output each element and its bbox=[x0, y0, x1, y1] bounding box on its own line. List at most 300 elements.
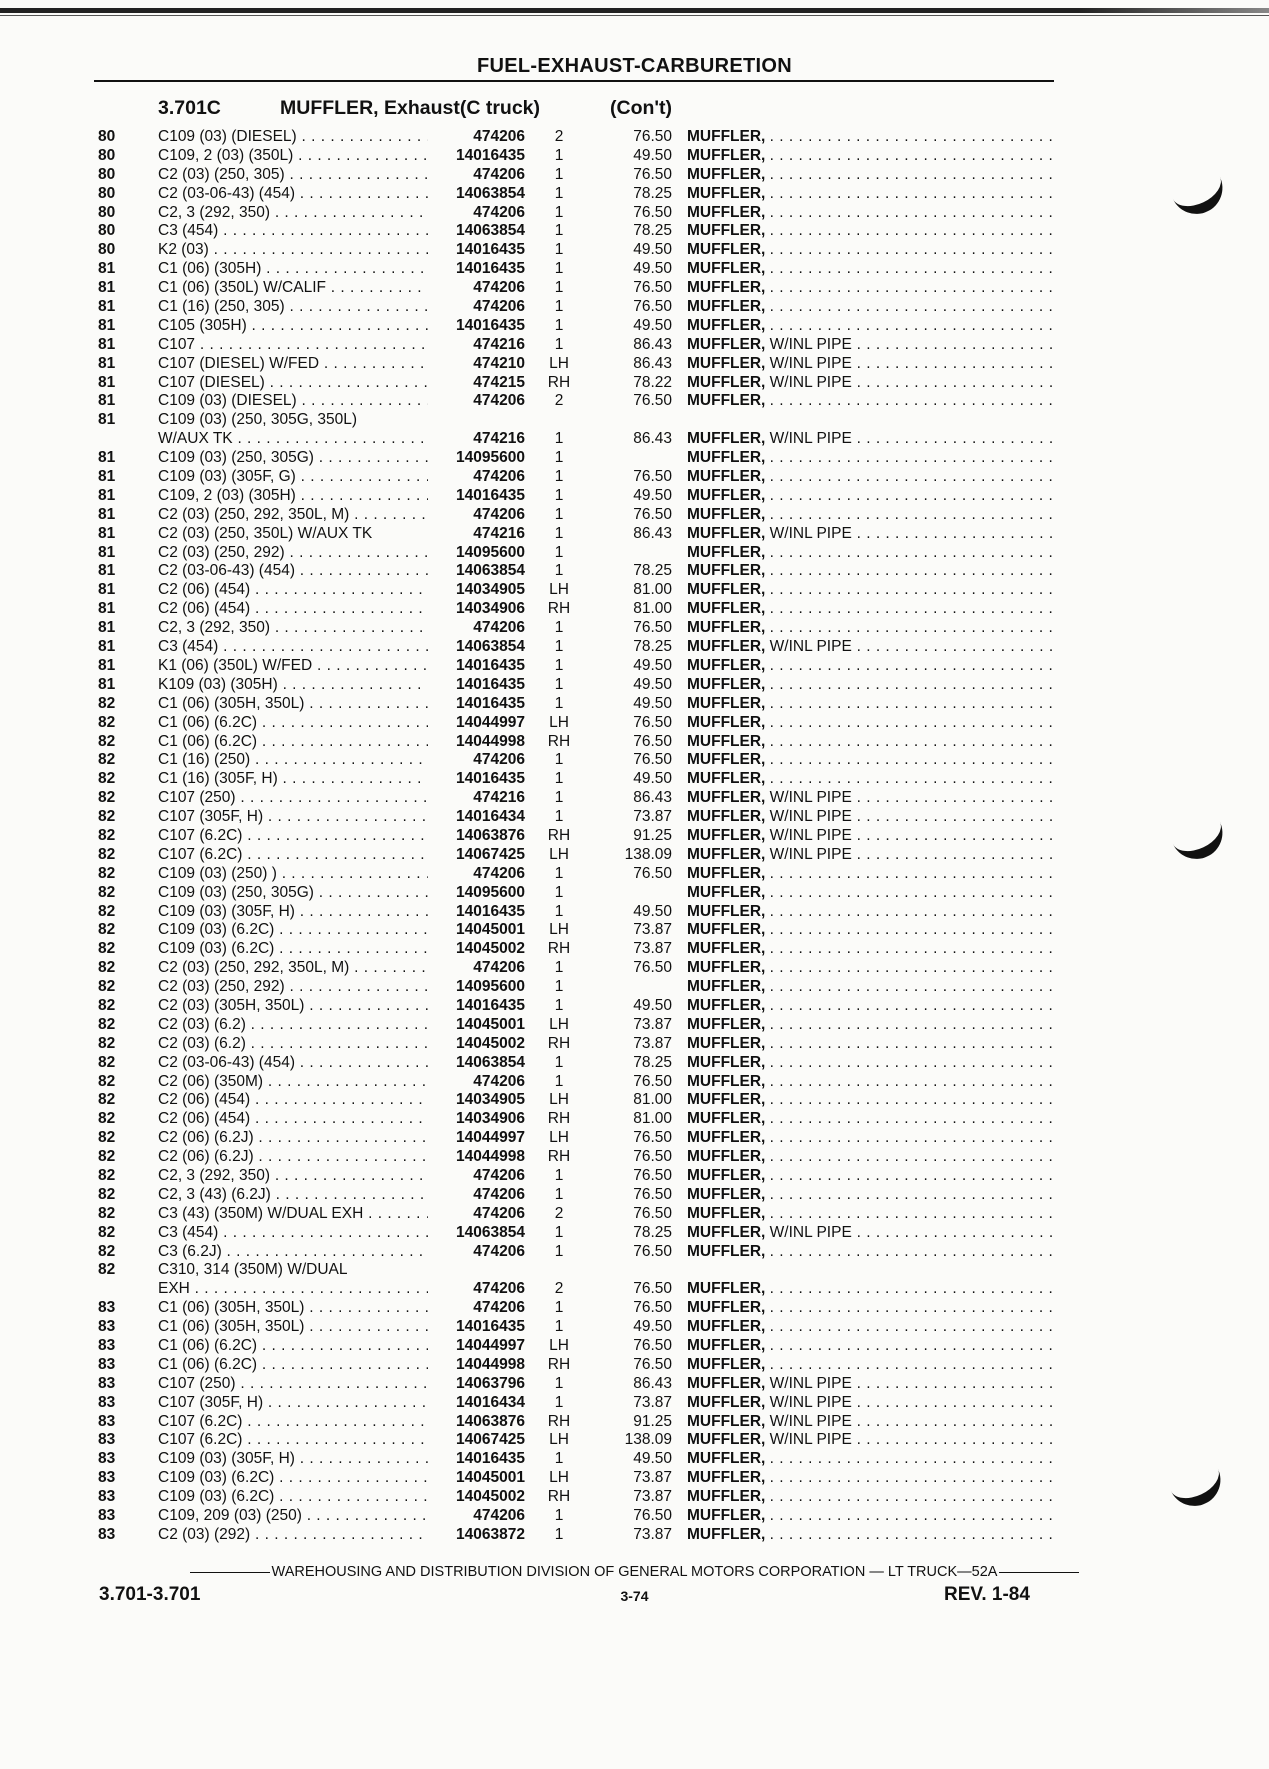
part-name-extra: W/INL PIPE bbox=[769, 845, 852, 863]
leader-dots bbox=[770, 1280, 1052, 1297]
part-name bbox=[687, 1469, 1052, 1488]
part-name bbox=[687, 392, 1052, 411]
application-desc: C3 (43) (350M) W/DUAL EXH . . . bbox=[158, 1205, 428, 1224]
part-name bbox=[687, 1073, 1052, 1092]
table-row bbox=[0, 279, 1269, 298]
quantity: 1 bbox=[554, 165, 564, 183]
part-name bbox=[687, 166, 1052, 185]
table-row bbox=[0, 657, 1269, 676]
table-row bbox=[0, 1224, 1269, 1243]
part-name-main: MUFFLER, bbox=[687, 468, 766, 486]
part-name bbox=[687, 884, 1052, 903]
quantity: LH bbox=[549, 581, 569, 599]
leader-dots bbox=[770, 714, 1052, 731]
price: 138.09 bbox=[624, 845, 672, 863]
quantity: 1 bbox=[554, 694, 564, 712]
leader-dots bbox=[770, 884, 1052, 901]
part-number: 14095600 bbox=[456, 449, 525, 467]
quantity: 1 bbox=[554, 902, 564, 920]
group-number: 83 bbox=[98, 1507, 116, 1525]
leader-dots bbox=[852, 1224, 1052, 1241]
table-row bbox=[0, 808, 1269, 827]
price: 76.50 bbox=[633, 1072, 672, 1090]
quantity: 1 bbox=[554, 543, 564, 561]
price: 76.50 bbox=[633, 1299, 672, 1317]
group-number: 81 bbox=[98, 316, 116, 334]
leader-dots bbox=[770, 1035, 1052, 1052]
leader-dots bbox=[770, 903, 1052, 920]
part-number: 474206 bbox=[473, 1507, 525, 1525]
table-row bbox=[0, 449, 1269, 468]
part-number: 14044998 bbox=[456, 1148, 525, 1166]
part-name bbox=[687, 1526, 1052, 1545]
part-name bbox=[687, 808, 1052, 827]
table-row bbox=[0, 298, 1269, 317]
table-row bbox=[0, 1129, 1269, 1148]
part-name bbox=[687, 827, 1052, 846]
table-row bbox=[0, 1280, 1269, 1299]
application-desc: C2 (06) (454) . . . bbox=[158, 1091, 428, 1110]
leader-dots bbox=[770, 1129, 1052, 1146]
table-row bbox=[0, 1035, 1269, 1054]
quantity: RH bbox=[547, 732, 571, 750]
price: 76.50 bbox=[633, 203, 672, 221]
application-desc: C1 (06) (305H, 350L) . . . bbox=[158, 695, 428, 714]
footer-range: 3.701-3.701 bbox=[99, 1584, 201, 1605]
part-name bbox=[687, 1318, 1052, 1337]
part-name bbox=[687, 204, 1052, 223]
application-desc: C107 . . . bbox=[158, 336, 428, 355]
application-desc: C107 (6.2C) . . . bbox=[158, 827, 428, 846]
part-number: 474206 bbox=[473, 751, 525, 769]
leader-dots bbox=[770, 921, 1052, 938]
part-number: 14016435 bbox=[456, 241, 525, 259]
quantity: 1 bbox=[554, 619, 564, 637]
table-row bbox=[0, 1507, 1269, 1526]
part-name bbox=[687, 789, 1052, 808]
quantity: RH bbox=[547, 373, 571, 391]
application-desc: C2 (03) (250, 292, 350L, M) . . . bbox=[158, 959, 428, 978]
group-number: 82 bbox=[98, 864, 116, 882]
group-number: 83 bbox=[98, 1374, 116, 1392]
part-name bbox=[687, 1488, 1052, 1507]
group-number: 83 bbox=[98, 1355, 116, 1373]
part-name-main: MUFFLER, bbox=[687, 1355, 766, 1373]
part-name-main: MUFFLER, bbox=[687, 921, 766, 939]
part-name-main: MUFFLER, bbox=[687, 600, 766, 618]
group-number: 81 bbox=[98, 505, 116, 523]
price: 73.87 bbox=[633, 1469, 672, 1487]
group-number: 82 bbox=[98, 1053, 116, 1071]
part-number: 14095600 bbox=[456, 883, 525, 901]
price: 76.50 bbox=[633, 1204, 672, 1222]
application-desc: C2 (06) (6.2J) . . . bbox=[158, 1148, 428, 1167]
part-number: 14016435 bbox=[456, 996, 525, 1014]
leader-dots bbox=[852, 827, 1052, 844]
part-name-main: MUFFLER, bbox=[687, 316, 766, 334]
table-row bbox=[0, 1073, 1269, 1092]
part-number: 14034906 bbox=[456, 1110, 525, 1128]
application-desc: C107 (6.2C) . . . bbox=[158, 846, 428, 865]
table-row bbox=[0, 600, 1269, 619]
group-number: 81 bbox=[98, 619, 116, 637]
price: 86.43 bbox=[633, 1374, 672, 1392]
price: 76.50 bbox=[633, 751, 672, 769]
quantity: 1 bbox=[554, 335, 564, 353]
part-number: 14016434 bbox=[456, 808, 525, 826]
price: 81.00 bbox=[633, 1110, 672, 1128]
part-number: 14016435 bbox=[456, 146, 525, 164]
table-row bbox=[0, 544, 1269, 563]
quantity: 1 bbox=[554, 1393, 564, 1411]
leader-dots bbox=[852, 846, 1052, 863]
part-name bbox=[687, 1356, 1052, 1375]
table-row bbox=[0, 1016, 1269, 1035]
quantity: 1 bbox=[554, 996, 564, 1014]
table-row bbox=[0, 978, 1269, 997]
group-code: 3.701C bbox=[158, 97, 221, 119]
part-name-extra: W/INL PIPE bbox=[769, 354, 852, 372]
group-number: 81 bbox=[98, 468, 116, 486]
part-number: 14045002 bbox=[456, 940, 525, 958]
group-number: 82 bbox=[98, 996, 116, 1014]
quantity: 1 bbox=[554, 562, 564, 580]
price: 76.50 bbox=[633, 1355, 672, 1373]
part-name-main: MUFFLER, bbox=[687, 940, 766, 958]
revision-label: REV. 1-84 bbox=[944, 1584, 1030, 1605]
part-name-main: MUFFLER, bbox=[687, 335, 766, 353]
quantity: RH bbox=[547, 1488, 571, 1506]
part-number: 14063854 bbox=[456, 222, 525, 240]
part-name bbox=[687, 978, 1052, 997]
part-name-extra: W/INL PIPE bbox=[769, 335, 852, 353]
leader-dots bbox=[770, 959, 1052, 976]
part-number: 14063876 bbox=[456, 1412, 525, 1430]
part-name-main: MUFFLER, bbox=[687, 1280, 766, 1298]
part-name-main: MUFFLER, bbox=[687, 1488, 766, 1506]
price: 73.87 bbox=[633, 808, 672, 826]
table-row bbox=[0, 128, 1269, 147]
leader-dots bbox=[770, 1016, 1052, 1033]
leader-dots bbox=[770, 1318, 1052, 1335]
part-number: 14067425 bbox=[456, 1431, 525, 1449]
leader-dots bbox=[770, 1167, 1052, 1184]
quantity: 2 bbox=[554, 128, 564, 145]
quantity: 1 bbox=[554, 1450, 564, 1468]
part-name-main: MUFFLER, bbox=[687, 808, 766, 826]
group-number: 83 bbox=[98, 1318, 116, 1336]
part-name-main: MUFFLER, bbox=[687, 241, 766, 259]
quantity: RH bbox=[547, 1355, 571, 1373]
price: 73.87 bbox=[633, 1393, 672, 1411]
group-number: 82 bbox=[98, 959, 116, 977]
part-number: 14063796 bbox=[456, 1374, 525, 1392]
quantity: RH bbox=[547, 940, 571, 958]
group-number: 83 bbox=[98, 1469, 116, 1487]
price: 73.87 bbox=[633, 1488, 672, 1506]
part-name bbox=[687, 695, 1052, 714]
part-name-main: MUFFLER, bbox=[687, 505, 766, 523]
quantity: 1 bbox=[554, 1507, 564, 1525]
price: 86.43 bbox=[633, 789, 672, 807]
table-row bbox=[0, 336, 1269, 355]
leader-dots bbox=[770, 468, 1052, 485]
part-name-main: MUFFLER, bbox=[687, 996, 766, 1014]
group-number: 83 bbox=[98, 1393, 116, 1411]
part-name bbox=[687, 128, 1052, 147]
group-number: 83 bbox=[98, 1431, 116, 1449]
leader-dots bbox=[852, 336, 1052, 353]
part-name-main: MUFFLER, bbox=[687, 656, 766, 674]
group-number: 82 bbox=[98, 1223, 116, 1241]
quantity: 1 bbox=[554, 1374, 564, 1392]
table-row bbox=[0, 1243, 1269, 1262]
part-number: 14016435 bbox=[456, 770, 525, 788]
part-number: 474206 bbox=[473, 1204, 525, 1222]
group-number: 82 bbox=[98, 808, 116, 826]
group-number: 80 bbox=[98, 165, 116, 183]
quantity: 1 bbox=[554, 789, 564, 807]
group-number: 83 bbox=[98, 1525, 116, 1543]
part-name-main: MUFFLER, bbox=[687, 883, 766, 901]
quantity: LH bbox=[549, 1469, 569, 1487]
part-number: 474216 bbox=[473, 524, 525, 542]
quantity: LH bbox=[549, 354, 569, 372]
leader-dots bbox=[852, 374, 1052, 391]
leader-dots bbox=[852, 1394, 1052, 1411]
leader-dots bbox=[770, 298, 1052, 315]
application-desc: EXH . . . bbox=[158, 1280, 428, 1299]
part-name bbox=[687, 1375, 1052, 1394]
part-name-main: MUFFLER, bbox=[687, 675, 766, 693]
price: 49.50 bbox=[633, 902, 672, 920]
group-number: 82 bbox=[98, 845, 116, 863]
quantity: RH bbox=[547, 1148, 571, 1166]
part-name-main: MUFFLER, bbox=[687, 1412, 766, 1430]
table-row bbox=[0, 1450, 1269, 1469]
leader-dots bbox=[770, 1450, 1052, 1467]
part-number: 474206 bbox=[473, 1280, 525, 1298]
price: 91.25 bbox=[633, 826, 672, 844]
part-name-main: MUFFLER, bbox=[687, 1072, 766, 1090]
table-row bbox=[0, 1261, 1269, 1280]
application-desc: C2 (03) (292) . . . bbox=[158, 1526, 428, 1545]
table-row bbox=[0, 1054, 1269, 1073]
leader-dots bbox=[852, 430, 1052, 447]
leader-dots bbox=[852, 1375, 1052, 1392]
table-row bbox=[0, 204, 1269, 223]
part-name bbox=[687, 1394, 1052, 1413]
part-name-extra: W/INL PIPE bbox=[769, 1393, 852, 1411]
part-name-main: MUFFLER, bbox=[687, 1450, 766, 1468]
part-number: 14016435 bbox=[456, 694, 525, 712]
application-desc: C109 (03) (305F, H) . . . bbox=[158, 1450, 428, 1469]
leader-dots bbox=[770, 1243, 1052, 1260]
part-name bbox=[687, 1205, 1052, 1224]
part-number: 14016434 bbox=[456, 1393, 525, 1411]
quantity: LH bbox=[549, 845, 569, 863]
application-desc: C2 (03-06-43) (454) . . . bbox=[158, 1054, 428, 1073]
part-name bbox=[687, 1431, 1052, 1450]
table-row bbox=[0, 562, 1269, 581]
part-name bbox=[687, 921, 1052, 940]
application-desc: C310, 314 (350M) W/DUAL bbox=[158, 1261, 348, 1279]
part-name bbox=[687, 222, 1052, 241]
part-name bbox=[687, 260, 1052, 279]
table-row bbox=[0, 1469, 1269, 1488]
leader-dots bbox=[770, 279, 1052, 296]
part-name bbox=[687, 241, 1052, 260]
leader-dots bbox=[770, 1507, 1052, 1524]
table-row bbox=[0, 1205, 1269, 1224]
price: 76.50 bbox=[633, 1280, 672, 1298]
table-row bbox=[0, 1186, 1269, 1205]
table-row bbox=[0, 411, 1269, 430]
price: 78.25 bbox=[633, 222, 672, 240]
quantity: 1 bbox=[554, 1053, 564, 1071]
parts-list bbox=[0, 128, 1269, 1545]
application-desc: C2, 3 (292, 350) . . . bbox=[158, 204, 428, 223]
price: 76.50 bbox=[633, 732, 672, 750]
part-name bbox=[687, 185, 1052, 204]
table-row bbox=[0, 1318, 1269, 1337]
part-number: 474206 bbox=[473, 128, 525, 145]
leader-dots bbox=[852, 525, 1052, 542]
price: 76.50 bbox=[633, 1337, 672, 1354]
price: 76.50 bbox=[633, 713, 672, 731]
table-row bbox=[0, 1375, 1269, 1394]
part-name bbox=[687, 1035, 1052, 1054]
leader-dots bbox=[770, 128, 1052, 145]
price: 76.50 bbox=[633, 864, 672, 882]
application-desc: C107 (6.2C) . . . bbox=[158, 1413, 428, 1432]
leader-dots bbox=[770, 733, 1052, 750]
application-desc: C107 (DIESEL) . . . bbox=[158, 374, 428, 393]
quantity: 1 bbox=[554, 279, 564, 297]
leader-dots bbox=[770, 1054, 1052, 1071]
quantity: 1 bbox=[554, 1185, 564, 1203]
part-number: 474210 bbox=[473, 354, 525, 372]
part-name-main: MUFFLER, bbox=[687, 373, 766, 391]
table-row bbox=[0, 1299, 1269, 1318]
application-desc: C2 (03-06-43) (454) . . . bbox=[158, 562, 428, 581]
part-name-extra: W/INL PIPE bbox=[769, 430, 852, 448]
part-name bbox=[687, 1167, 1052, 1186]
application-desc: C2 (03) (250, 292) . . . bbox=[158, 978, 428, 997]
part-number: 474216 bbox=[473, 789, 525, 807]
table-row bbox=[0, 222, 1269, 241]
part-number: 474216 bbox=[473, 335, 525, 353]
part-number: 474206 bbox=[473, 1299, 525, 1317]
price: 49.50 bbox=[633, 996, 672, 1014]
part-number: 474206 bbox=[473, 392, 525, 410]
quantity: 2 bbox=[554, 392, 564, 410]
leader-dots bbox=[770, 751, 1052, 768]
part-name bbox=[687, 487, 1052, 506]
group-number: 80 bbox=[98, 184, 116, 202]
application-desc: C1 (06) (6.2C) . . . bbox=[158, 714, 428, 733]
part-name-extra: W/INL PIPE bbox=[769, 1412, 852, 1430]
part-name bbox=[687, 525, 1052, 544]
table-row bbox=[0, 1167, 1269, 1186]
quantity: 1 bbox=[554, 959, 564, 977]
price: 49.50 bbox=[633, 694, 672, 712]
application-desc: C3 (454) . . . bbox=[158, 222, 428, 241]
leader-dots bbox=[770, 204, 1052, 221]
part-number: 14016435 bbox=[456, 316, 525, 334]
part-name-main: MUFFLER, bbox=[687, 165, 766, 183]
table-row bbox=[0, 940, 1269, 959]
part-name bbox=[687, 997, 1052, 1016]
group-number: 82 bbox=[98, 1015, 116, 1033]
part-name-main: MUFFLER, bbox=[687, 789, 766, 807]
part-name bbox=[687, 1054, 1052, 1073]
part-number: 474206 bbox=[473, 165, 525, 183]
application-desc: C109, 209 (03) (250) . . . bbox=[158, 1507, 428, 1526]
group-number: 82 bbox=[98, 978, 116, 996]
part-number: 14016435 bbox=[456, 1450, 525, 1468]
part-name-main: MUFFLER, bbox=[687, 1034, 766, 1052]
leader-dots bbox=[770, 1337, 1052, 1354]
part-name-main: MUFFLER, bbox=[687, 619, 766, 637]
part-name-main: MUFFLER, bbox=[687, 1525, 766, 1543]
part-name-main: MUFFLER, bbox=[687, 1185, 766, 1203]
price: 49.50 bbox=[633, 1318, 672, 1336]
part-name-main: MUFFLER, bbox=[687, 146, 766, 164]
group-number: 82 bbox=[98, 1072, 116, 1090]
group-number: 82 bbox=[98, 826, 116, 844]
application-desc: C1 (16) (305F, H) . . . bbox=[158, 770, 428, 789]
group-number: 82 bbox=[98, 1242, 116, 1260]
price: 49.50 bbox=[633, 656, 672, 674]
leader-dots bbox=[770, 544, 1052, 561]
quantity: 1 bbox=[554, 222, 564, 240]
price: 76.50 bbox=[633, 468, 672, 486]
table-row bbox=[0, 1110, 1269, 1129]
group-number: 82 bbox=[98, 751, 116, 769]
group-number: 81 bbox=[98, 411, 116, 429]
leader-dots bbox=[770, 166, 1052, 183]
application-desc: C109 (03) (6.2C) . . . bbox=[158, 940, 428, 959]
part-name-main: MUFFLER, bbox=[687, 1393, 766, 1411]
part-name-main: MUFFLER, bbox=[687, 845, 766, 863]
part-name-main: MUFFLER, bbox=[687, 430, 766, 448]
price: 49.50 bbox=[633, 241, 672, 259]
application-desc: C2 (06) (454) . . . bbox=[158, 600, 428, 619]
application-desc: C107 (DIESEL) W/FED . . . bbox=[158, 355, 428, 374]
quantity: 1 bbox=[554, 864, 564, 882]
group-number: 80 bbox=[98, 222, 116, 240]
application-desc: C107 (250) . . . bbox=[158, 1375, 428, 1394]
application-desc: C109 (03) (6.2C) . . . bbox=[158, 1488, 428, 1507]
part-name-main: MUFFLER, bbox=[687, 959, 766, 977]
quantity: RH bbox=[547, 826, 571, 844]
part-name-main: MUFFLER, bbox=[687, 694, 766, 712]
part-name-extra: W/INL PIPE bbox=[769, 1223, 852, 1241]
application-desc: C2 (03) (305H, 350L) . . . bbox=[158, 997, 428, 1016]
group-number: 81 bbox=[98, 373, 116, 391]
group-number: 83 bbox=[98, 1488, 116, 1506]
price: 78.22 bbox=[633, 373, 672, 391]
quantity: 1 bbox=[554, 1242, 564, 1260]
price: 78.25 bbox=[633, 184, 672, 202]
title-rule bbox=[94, 80, 1054, 82]
table-row bbox=[0, 166, 1269, 185]
leader-dots bbox=[770, 392, 1052, 409]
group-number: 82 bbox=[98, 1034, 116, 1052]
part-name bbox=[687, 430, 1052, 449]
leader-dots bbox=[770, 506, 1052, 523]
